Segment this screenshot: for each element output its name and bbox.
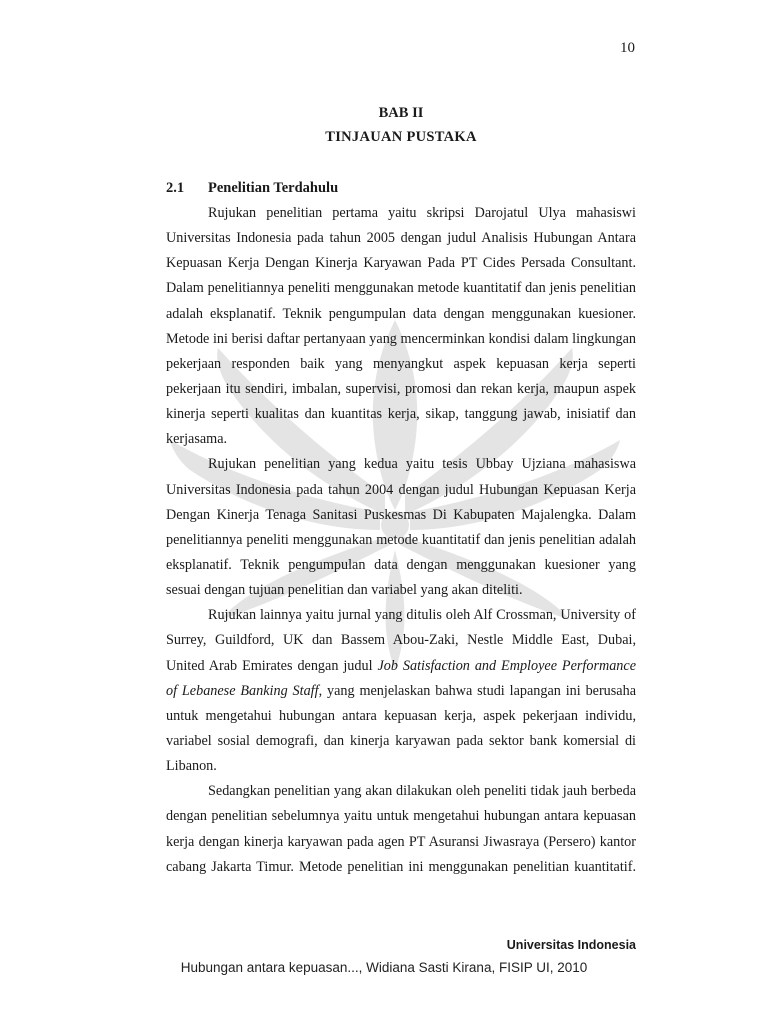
footer-institution: Universitas Indonesia (506, 938, 636, 952)
text-segment: United Arab Emirates dengan judul (166, 657, 378, 674)
text-line (166, 654, 636, 679)
body-text (166, 201, 636, 880)
text-line: adalah eksplanatif. Teknik pengumpulan data dengan menggunakan kuesioner. (166, 305, 636, 322)
text-line: Kepuasan Kerja Dengan Kinerja Karyawan Pada PT Cides Persada Consultant. (166, 255, 636, 272)
text-line: eksplanatif. Teknik pengumpulan data dengan menggunakan kuesioner yang (166, 556, 636, 573)
chapter-title: TINJAUAN PUSTAKA (325, 129, 477, 145)
text-line: Rujukan penelitian yang kedua yaitu tesis Ubbay Ujziana mahasiswa (208, 456, 636, 473)
text-line: kinerja seperti kualitas dan kuantitas kerja, sikap, tanggung jawab, inisiatif dan (166, 406, 636, 423)
text-line (166, 679, 636, 704)
text-segment: , yang menjelaskan bahwa studi lapangan ini berusaha (318, 682, 636, 699)
text-line: Rujukan lainnya yaitu jurnal yang ditulis oleh Alf Crossman, University of (208, 607, 636, 624)
text-line: Libanon. (166, 758, 217, 775)
text-line: sesuai dengan tujuan penelitian dan variabel yang akan diteliti. (166, 582, 523, 599)
page-number: 10 (620, 40, 635, 56)
section-number: 2.1 (166, 180, 185, 196)
text-line: kerja dengan kinerja karyawan pada agen PT Asuransi Jiwasraya (Persero) kantor (166, 833, 636, 850)
section-title: Penelitian Terdahulu (208, 180, 339, 196)
section-heading (166, 180, 338, 197)
text-line: Dalam penelitiannya peneliti menggunakan metode kuantitatif dan jenis penelitian (166, 280, 636, 297)
text-line: Dengan Kinerja Tenaga Sanitasi Puskesmas Di Kabupaten Majalengka. Dalam (166, 506, 636, 523)
text-line: untuk mengetahui hubungan antara kepuasan kerja, aspek pekerjaan individu, (166, 707, 636, 724)
text-line: pekerjaan responden baik yang menyangkut aspek kepuasan kerja seperti (166, 355, 636, 372)
text-line: Surrey, Guildford, UK dan Bassem Abou-Zaki, Nestle Middle East, Dubai, (166, 632, 636, 649)
text-line: cabang Jakarta Timur. Metode penelitian ini menggunakan penelitian kuantitatif. (166, 858, 636, 875)
chapter-label: BAB II (378, 105, 424, 121)
text-line: kerjasama. (166, 431, 228, 448)
footer-citation: Hubungan antara kepuasan..., Widiana Sasti Kirana, FISIP UI, 2010 (180, 960, 588, 975)
book-title-italic: of Lebanese Banking Staff (166, 682, 319, 699)
book-title-italic: Job Satisfaction and Employee Performance (377, 657, 636, 674)
text-line: Universitas Indonesia pada tahun 2005 dengan judul Analisis Hubungan Antara (166, 230, 636, 247)
text-line: Sedangkan penelitian yang akan dilakukan oleh peneliti tidak jauh berbeda (208, 783, 636, 800)
text-line: Metode ini berisi daftar pertanyaan yang mencerminkan kondisi dalam lingkungan (166, 330, 636, 347)
text-line: variabel sosial demografi, dan kinerja karyawan pada sektor bank komersial di (166, 732, 636, 749)
text-line: pekerjaan itu sendiri, imbalan, supervisi, promosi dan rekan kerja, maupun aspek (166, 380, 636, 397)
text-line: Universitas Indonesia pada tahun 2004 dengan judul Hubungan Kepuasan Kerja (166, 481, 636, 498)
text-line: Rujukan penelitian pertama yaitu skripsi Darojatul Ulya mahasiswi (208, 205, 636, 221)
text-line: dengan penelitian sebelumnya yaitu untuk mengetahui hubungan antara kepuasan (166, 808, 636, 825)
text-line: penelitiannya peneliti menggunakan metode kuantitatif dan jenis penelitian adalah (166, 531, 636, 548)
